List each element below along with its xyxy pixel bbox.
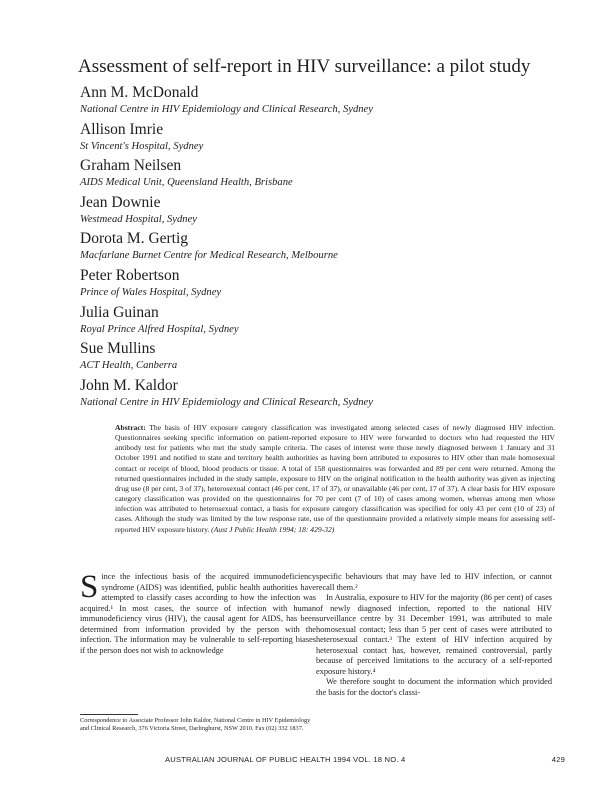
abstract-label: Abstract:: [115, 423, 146, 432]
drop-cap: S: [80, 569, 99, 605]
author-name: Julia Guinan: [80, 303, 159, 321]
author-entry: [80, 377, 550, 414]
body-paragraph-text: ince the infectious basis of the acquired immunodeficiency syndrome (AIDS) was identified, public health authorities have attempted to classify cases according to how the infection was acquired.¹ In most cases, the source of infection with human immunodeficiency virus (HIV), the causal agent for AIDS, has been determined from information provided by the person with the infection. The information may be vulnerable to self-reporting biases if the person does not wish to acknowledge: [80, 572, 316, 655]
author-affiliation: Westmead Hospital, Sydney: [80, 213, 198, 225]
body-paragraph: [80, 569, 316, 656]
author-affiliation: Prince of Wales Hospital, Sydney: [80, 286, 222, 298]
abstract: [115, 423, 555, 535]
author-name: Sue Mullins: [80, 340, 156, 358]
author-list: [80, 84, 550, 413]
author-entry: [80, 84, 550, 121]
author-affiliation: St Vincent's Hospital, Sydney: [80, 140, 204, 152]
body-column-right: [316, 572, 552, 698]
journal-name: AUSTRALIAN JOURNAL OF PUBLIC HEALTH 1994 VOL. 18 NO. 4: [165, 755, 406, 764]
author-name: Peter Robertson: [80, 266, 180, 284]
author-entry: [80, 194, 550, 231]
author-name: Ann M. McDonald: [80, 84, 199, 101]
author-affiliation: National Centre in HIV Epidemiology and Clinical Research, Sydney: [80, 104, 373, 115]
correspondence-footnote: Correspondence to Associate Professor John Kaldor, National Centre in HIV Epidemiology and Clinical Research, 376 Victoria Street, Darlinghurst, NSW 2010. Fax (02) 332 1837.: [80, 717, 311, 732]
author-affiliation: Macfarlane Burnet Centre for Medical Research, Melbourne: [80, 250, 338, 262]
author-entry: [80, 304, 550, 341]
author-entry: [80, 121, 550, 158]
page-number: 429: [551, 755, 565, 764]
abstract-text: The basis of HIV exposure category classification was investigated among selected cases of newly diagnosed HIV infection. Questionnaires seeking specific information on patient-reported exposure to HIV were forwarded to doctors who had requested the HIV antibody test for patients who met the study sample criteria. The cases of interest were those newly diagnosed between 1 January and 31 October 1991 and notified to state and territory health authorities as having been attributed to exposures to HIV other than male homosexual contact or receipt of blood, blood products or tissue. A total of 158 questionnaires was forwarded and 89 per cent were returned. Among the returned questionnaires included in the study sample, exposure to HIV on the original notification to the health authority was given as injecting drug use (8 per cent, 3 of 37), heterosexual contact (46 per cent, 17 of 37), or unavailable (46 per cent, 17 of 37). A clear basis for HIV exposure category classification was provided on the questionnaires for 70 per cent (7 of 10) of cases among women, whereas among men whose infection was attributed to heterosexual contact, a basis for exposure category classification was specified for only 43 per cent (10 of 23) of cases. Although the study was limited by the low response rate, use of the questionnaire provided a relatively simple means for assessing self-reported HIV exposure history.: [115, 423, 555, 534]
body-paragraph: specific behaviours that may have led to HIV infection, or cannot recall them.²: [316, 572, 552, 592]
author-name: Jean Downie: [80, 193, 161, 211]
footnote-divider: [80, 714, 138, 715]
author-affiliation: ACT Health, Canberra: [80, 360, 178, 372]
author-entry: [80, 157, 550, 194]
body-paragraph: In Australia, exposure to HIV for the majority (86 per cent) of cases of newly diagnosed infection, reported to the national HIV surveillance centre by 31 December 1991, was attributed to male homosexual contact; less than 5 per cent of cases were attributed to heterosexual contact.³ The extent of HIV infection acquired by heterosexual contact has, however, remained controversial, partly because of perceived limitations to the accuracy of a self-reported exposure history.⁴: [316, 593, 552, 676]
author-affiliation: National Centre in HIV Epidemiology and Clinical Research, Sydney: [80, 396, 373, 408]
author-name: John M. Kaldor: [80, 376, 178, 394]
body-paragraph: We therefore sought to document the information which provided the basis for the doctor's classi-: [316, 677, 552, 697]
author-entry: [80, 340, 550, 377]
author-entry: [80, 230, 550, 267]
author-affiliation: AIDS Medical Unit, Queensland Health, Brisbane: [80, 177, 293, 189]
author-name: Graham Neilsen: [80, 157, 182, 175]
body-column-left: [80, 569, 316, 656]
abstract-citation: (Aust J Public Health 1994; 18: 429-32): [211, 524, 335, 534]
paper-title: Assessment of self-report in HIV surveillance: a pilot study: [78, 56, 531, 77]
author-name: Dorota M. Gertig: [80, 230, 189, 248]
author-name: Allison Imrie: [80, 120, 164, 138]
author-entry: [80, 267, 550, 304]
author-affiliation: Royal Prince Alfred Hospital, Sydney: [80, 323, 239, 335]
